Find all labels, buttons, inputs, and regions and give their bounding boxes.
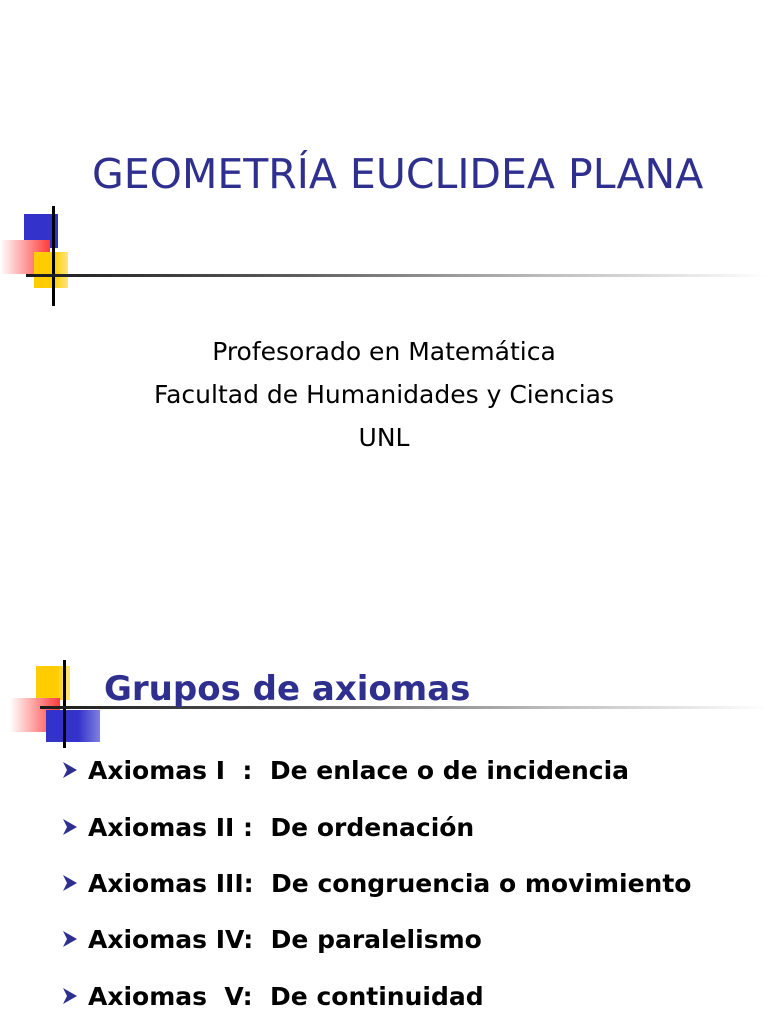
bullet-text: Axiomas I : De enlace o de incidencia [88,755,630,785]
arrow-bullet-icon [60,817,80,837]
bullet-text: Axiomas II : De ordenación [88,812,475,842]
corner-decoration [0,200,100,300]
list-item [60,807,474,847]
arrow-bullet-icon [60,929,80,949]
list-item [60,976,484,1016]
list-item [60,919,482,959]
slide-title: GEOMETRÍA EUCLIDEA PLANA [92,150,704,198]
list-item [60,863,691,903]
title-underline [26,274,768,277]
slide-title: Grupos de axiomas [104,669,471,709]
arrow-bullet-icon [60,873,80,893]
content-slide [0,512,768,1024]
arrow-bullet-icon [60,986,80,1006]
subtitle-line: Facultad de Humanidades y Ciencias [154,380,614,409]
subtitle-line: Profesorado en Matemática [212,337,556,366]
list-item [60,750,629,790]
bullet-text: Axiomas IV: De paralelismo [88,924,482,954]
bullet-text: Axiomas III: De congruencia o movimiento [88,868,692,898]
subtitle-block [0,330,768,459]
subtitle-line: UNL [358,423,410,452]
bullet-text: Axiomas V: De continuidad [88,981,484,1011]
arrow-bullet-icon [60,760,80,780]
